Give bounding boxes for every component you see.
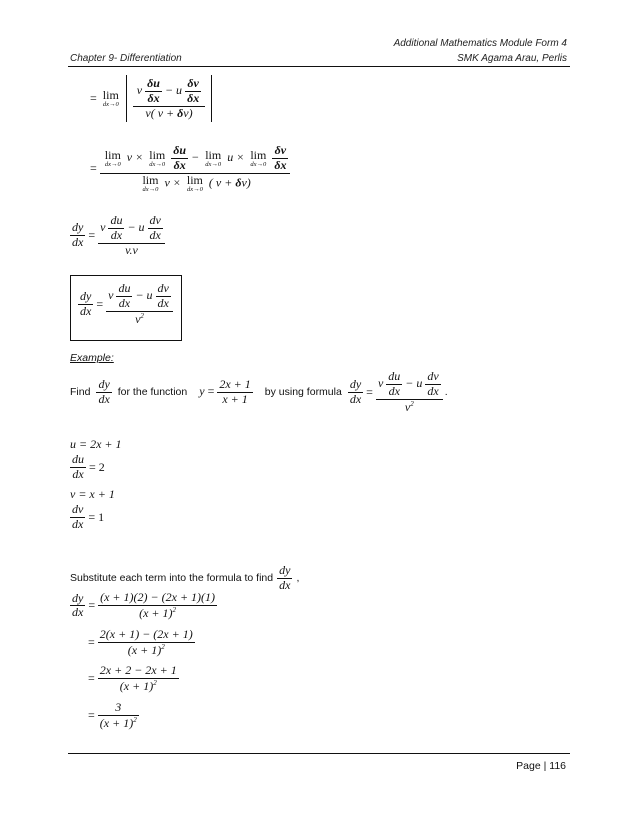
page-number: Page | 116 <box>516 760 566 772</box>
substitute-sentence: Substitute each term into the formula to find $\frac{dy}{dx}$ , <box>70 563 300 592</box>
substitute-comma: , <box>296 572 300 585</box>
substitute-text: Substitute each term into the formula to find <box>70 572 274 585</box>
find-sentence: Find $\frac{dy}{dx}$ for the function y = $\frac{2x + 1}{x + 1}$ by using formula $\frac{dy}{dx}$ = v $\frac{du}{dx}$ − u $\frac{dv}{dx}$ $v^2$ . <box>70 369 448 414</box>
solution-step-2: = $\frac{2(x + 1) - (2x + 1)}{(x + 1)^2}$ <box>88 627 193 657</box>
chapter-title: Chapter 9- Differentiation <box>70 53 182 64</box>
step-3-denominator: (x + 1) <box>119 678 154 693</box>
quotient-rule-formula: $\frac{dy}{dx}$ = v $\frac{du}{dx}$ − u $\frac{dv}{dx}$ $v^2$ <box>78 282 173 326</box>
du-dx-value: $\frac{du}{dx}$ = 2 <box>72 452 105 481</box>
step-1-denominator: (x + 1) <box>139 605 173 620</box>
find-word: Find <box>70 386 91 399</box>
module-title: Additional Mathematics Module Form 4 <box>393 38 567 49</box>
solution-step-3: = $\frac{2x + 2 - 2x + 1}{(x + 1)^2}$ <box>88 663 177 693</box>
limit-bracket-expression: = lim dx→0 v $\frac{\delta u}{\delta x}$ − u $\frac{\delta v}{\delta x}$ v( v + δv) <box>90 75 212 122</box>
step-2-numerator: 2(x + 1) − (2x + 1) <box>99 627 193 641</box>
u-definition: u = 2x + 1 <box>70 437 122 451</box>
du-dx-result: = 2 <box>89 459 105 474</box>
school-name: SMK Agama Arau, Perlis <box>457 53 567 64</box>
footer-rule <box>68 753 570 754</box>
step-3-numerator: 2x + 2 − 2x + 1 <box>99 663 177 677</box>
example-label: Example: <box>70 352 114 364</box>
for-function-text: for the function <box>117 386 188 399</box>
find-period: . <box>444 386 448 399</box>
v-definition: v = x + 1 <box>70 487 115 501</box>
by-formula-text: by using formula <box>264 386 342 399</box>
limit-distributed-expression: = lim dx→0 v × lim dx→0 $\frac{\delta u}{\delta x}$ − lim dx→0 u × lim dx→0 $\frac{\delta v}{\delta x}$ lim dx→0 v × lim dx→0 ( v + δv) <box>90 144 290 193</box>
solution-step-1: $\frac{dy}{dx}$ = $\frac{(x + 1)(2) - (2x + 1)(1)}{(x + 1)^2}$ <box>72 590 216 620</box>
dv-dx-value: $\frac{dv}{dx}$ = 1 <box>72 502 105 531</box>
step-4-denominator: (x + 1) <box>99 715 134 730</box>
solution-step-4: = $\frac{3}{(x + 1)^2}$ <box>88 700 137 730</box>
header-rule <box>68 66 570 67</box>
step-1-numerator: (x + 1)(2) − (2x + 1)(1) <box>100 590 216 604</box>
quotient-rule-intermediate: $\frac{dy}{dx}$ = v $\frac{du}{dx}$ − u $\frac{dv}{dx}$ v.v <box>70 214 165 257</box>
step-2-denominator: (x + 1) <box>127 642 162 657</box>
step-4-numerator: 3 <box>98 701 139 716</box>
dv-dx-result: = 1 <box>88 509 105 524</box>
